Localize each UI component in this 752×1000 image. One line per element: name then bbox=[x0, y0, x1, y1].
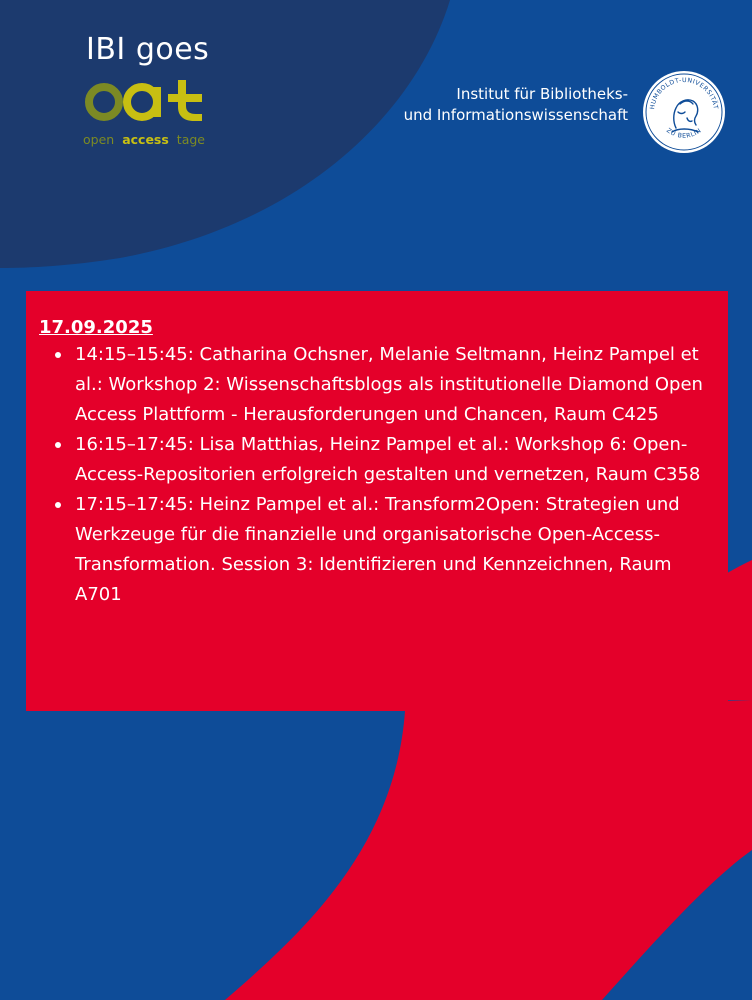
session-list bbox=[39, 340, 714, 610]
schedule-date: 17.09.2025 bbox=[39, 317, 153, 338]
open-access-tage-logo bbox=[82, 80, 214, 150]
institute-line-1: Institut für Bibliotheks- bbox=[456, 85, 628, 103]
logo-letter-o bbox=[89, 87, 119, 117]
session-item-3: 17:15–17:45: Heinz Pampel et al.: Transform2Open: Strategien und Werkzeuge für die finanzielle und organisatorische Open-Access-Transformation. Session 3: Identifizieren und Kennzeichnen, Raum A701 bbox=[75, 490, 714, 610]
humboldt-university-seal bbox=[642, 70, 726, 154]
schedule-panel bbox=[26, 291, 728, 711]
ibi-goes-title: IBI goes bbox=[86, 32, 210, 67]
session-item-2: 16:15–17:45: Lisa Matthias, Heinz Pampel et al.: Workshop 6: Open-Access-Repositorien erfolgreich gestalten und vernetzen, Raum C358 bbox=[75, 430, 714, 490]
logo-letter-a-stem bbox=[153, 87, 161, 117]
logo-letter-a bbox=[127, 87, 157, 117]
seal-bottom-text: ZU BERLIN bbox=[665, 127, 703, 140]
institute-name bbox=[404, 84, 628, 126]
svg-text:open access tage bbox=[83, 132, 205, 147]
logo-word-access: access bbox=[122, 132, 169, 147]
institute-line-2: und Informationswissenschaft bbox=[403, 106, 628, 124]
seal-top-text: HUMBOLDT-UNIVERSITÄT bbox=[649, 76, 719, 110]
session-item-1: 14:15–15:45: Catharina Ochsner, Melanie Seltmann, Heinz Pampel et al.: Workshop 2: Wissenschaftsblogs als institutionelle Diamond Open Access Plattform - Herausforderungen und Chancen, Raum C425 bbox=[75, 340, 714, 430]
logo-word-open: open bbox=[83, 132, 115, 147]
logo-word-tage: tage bbox=[176, 132, 205, 147]
